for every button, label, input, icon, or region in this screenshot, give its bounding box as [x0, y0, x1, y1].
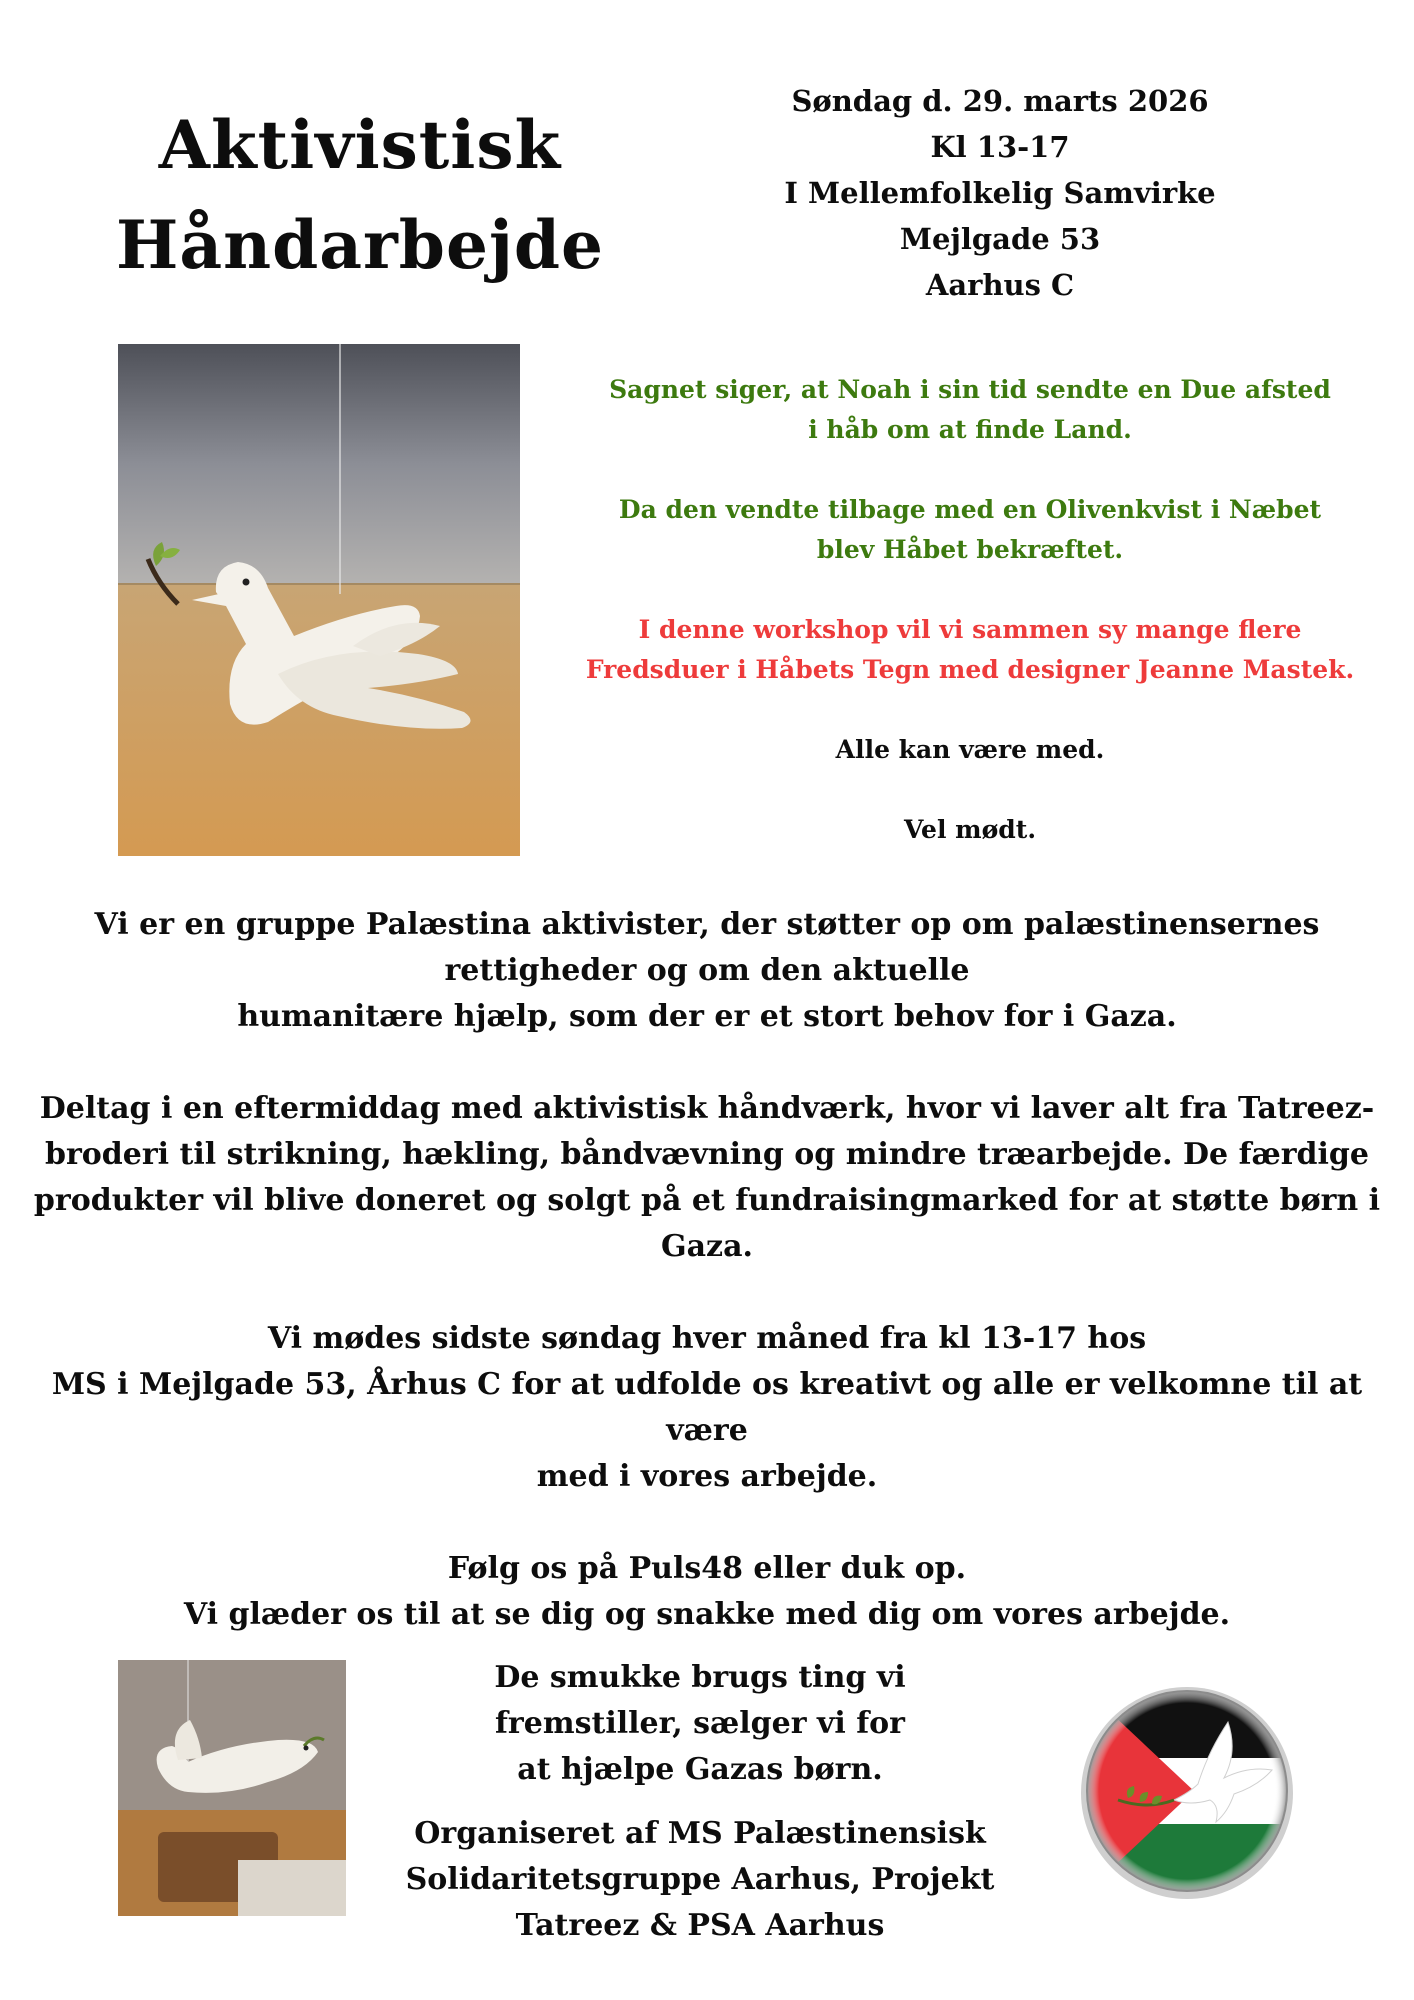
event-date: Søndag d. 29. marts 2026 [791, 84, 1209, 118]
activities-line-4: Gaza. [661, 1229, 753, 1264]
title-line-1: Aktivistisk [158, 106, 562, 184]
activities-paragraph [20, 1086, 1394, 1270]
about-line-1: Vi er en gruppe Palæstina aktivister, der støtter op om palæstinensernes [94, 907, 1320, 942]
welcome-text: Vel mødt. [903, 815, 1037, 844]
all-welcome-paragraph [560, 730, 1380, 770]
follow-paragraph [20, 1546, 1394, 1638]
workshop-line-2: Fredsduer i Håbets Tegn med designer Jeanne Mastek. [585, 655, 1355, 684]
event-venue: I Mellemfolkelig Samvirke [784, 176, 1216, 210]
palestine-dove-badge [1078, 1682, 1296, 1900]
dove-workshop-photo [118, 1660, 346, 1916]
event-city: Aarhus C [925, 268, 1075, 302]
meeting-line-1: Vi mødes sidste søndag hver måned fra kl 13-17 hos [267, 1321, 1147, 1356]
about-paragraph [20, 902, 1394, 1040]
follow-line-1: Følg os på Puls48 eller duk op. [447, 1551, 967, 1586]
about-line-3: humanitære hjælp, som der er et stort behov for i Gaza. [237, 999, 1177, 1034]
welcome-paragraph [560, 810, 1380, 850]
event-details [720, 78, 1280, 308]
meeting-line-2: MS i Mejlgade 53, Århus C for at udfolde os kreativt og alle er velkomne til at være [51, 1367, 1363, 1448]
return-paragraph [560, 490, 1380, 570]
organizers-paragraph [380, 1811, 1020, 1949]
meeting-paragraph [20, 1316, 1394, 1500]
organizers-line-1: Organiseret af MS Palæstinensisk [414, 1816, 986, 1851]
sales-line-2: fremstiller, sælger vi for [495, 1706, 905, 1741]
activities-line-1: Deltag i en eftermiddag med aktivistisk håndværk, hvor vi laver alt fra Tatreez- [39, 1091, 1375, 1126]
legend-paragraph [560, 370, 1380, 450]
sales-line-3: at hjælpe Gazas børn. [517, 1752, 883, 1787]
about-line-2: rettigheder og om den aktuelle [444, 953, 970, 988]
event-time: Kl 13-17 [930, 130, 1070, 164]
all-welcome-text: Alle kan være med. [835, 735, 1105, 764]
organizers-line-3: Tatreez & PSA Aarhus [515, 1908, 885, 1943]
dove-story [560, 370, 1380, 890]
felt-dove-photo [118, 344, 520, 856]
activities-line-2: broderi til strikning, hækling, båndvævning og mindre træarbejde. De færdige [45, 1137, 1369, 1172]
bottom-text [380, 1655, 1020, 1967]
follow-line-2: Vi glæder os til at se dig og snakke med dig om vores arbejde. [183, 1597, 1231, 1632]
return-line-1: Da den vendte tilbage med en Olivenkvist i Næbet [618, 495, 1322, 524]
sales-line-1: De smukke brugs ting vi [494, 1660, 906, 1695]
meeting-line-3: med i vores arbejde. [536, 1459, 878, 1494]
legend-line-2: i håb om at finde Land. [808, 415, 1132, 444]
organizers-line-2: Solidaritetsgruppe Aarhus, Projekt [405, 1862, 995, 1897]
activities-line-3: produkter vil blive doneret og solgt på et fundraisingmarked for at støtte børn i [33, 1183, 1381, 1218]
return-line-2: blev Håbet bekræftet. [816, 535, 1124, 564]
workshop-line-1: I denne workshop vil vi sammen sy mange flere [638, 615, 1302, 644]
event-street: Mejlgade 53 [899, 222, 1101, 256]
sales-paragraph [380, 1655, 1020, 1793]
flyer-title [100, 95, 620, 295]
workshop-paragraph [560, 610, 1380, 690]
legend-line-1: Sagnet siger, at Noah i sin tid sendte en Due afsted [609, 375, 1331, 404]
title-line-2: Håndarbejde [116, 206, 604, 284]
main-text [20, 902, 1394, 1684]
